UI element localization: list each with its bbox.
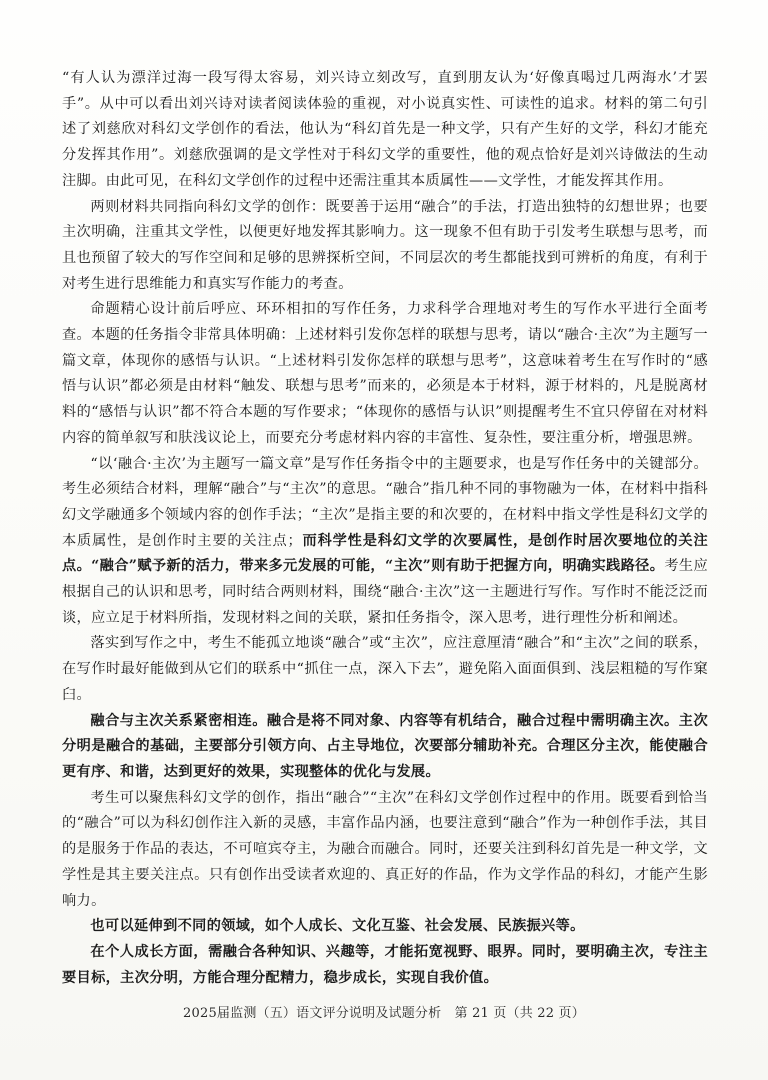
text-run: 落实到写作之中，考生不能孤立地谈“融合”或“主次”，应注意厘清“融合”和“主次”之间的联系，在写作时最好能做到从它们的联系中“抓住一点，深入下去”，避免陷入面面俱到、浅层粗糙的写作窠臼。	[62, 635, 708, 703]
text-run: 命题精心设计前后呼应、环环相扣的写作任务，力求科学合理地对考生的写作水平进行全面考查。本题的任务指令非常具体明确：上述材料引发你怎样的联想与思考，请以“融合·主次”为主题写一篇文章，体现你的感悟与认识。“上述材料引发你怎样的联想与思考”，这意味着考生在写作时的“感悟与认识”都必须是由材料“触发、联想与思考”而来的，必须是本于材料，源于材料的，凡是脱离材料的“感悟与认识”都不符合本题的写作要求；“体现你的感悟与认识”则提醒考生不宜只停留在对材料内容的简单叙写和肤浅议论上，而要充分考虑材料内容的丰富性、复杂性，要注重分析，增强思辨。	[62, 301, 708, 446]
text-run: “有人认为漂洋过海一段写得太容易，刘兴诗立刻改写，直到朋友认为‘好像真喝过几两海水’才罢手”。从中可以看出刘兴诗对读者阅读体验的重视，对小说真实性、可读性的追求。材料的第二句引述了刘慈欣对科幻文学创作的看法，他认为“科幻首先是一种文学，只有产生好的文学，科幻才能充分发挥其作用”。刘慈欣强调的是文学性对于科幻文学的重要性，他的观点恰好是刘兴诗做法的生动注脚。由此可见，在科幻文学创作的过程中还需注重其本质属性——文学性，才能发挥其作用。	[62, 70, 708, 189]
body-paragraph	[62, 786, 708, 915]
body-paragraph	[62, 195, 708, 298]
body-paragraph	[62, 709, 708, 786]
body-paragraph	[62, 297, 708, 451]
body-paragraph	[62, 452, 708, 632]
body-paragraph	[62, 940, 708, 991]
bold-text-run: 融合与主次关系紧密相连。融合是将不同对象、内容等有机结合，融合过程中需明确主次。主次分明是融合的基础，主要部分引领方向、占主导地位，次要部分辅助补充。合理区分主次，能使融合更有序、和谐，达到更好的效果，实现整体的优化与发展。	[62, 712, 708, 780]
body-paragraph	[62, 914, 708, 940]
page-footer: 2025届监测（五）语文评分说明及试题分析 第 21 页（共 22 页）	[183, 1006, 585, 1021]
text-run: 考生可以聚焦科幻文学的创作，指出“融合”“主次”在科幻文学创作过程中的作用。既要看到恰当的“融合”可以为科幻创作注入新的灵感，丰富作品内涵，也要注意到“融合”作为一种创作手法，其目的是服务于作品的表达，不可喧宾夺主，为融合而融合。同时，还要关注到科幻首先是一种文学，文学性是其主要关注点。只有创作出受读者欢迎的、真正好的作品，作为文学作品的科幻，才能产生影响力。	[62, 789, 708, 909]
document-body	[62, 66, 708, 991]
bold-text-run: 在个人成长方面，需融合各种知识、兴趣等，才能拓宽视野、眼界。同时，要明确主次，专注主要目标，主次分明，方能合理分配精力，稳步成长，实现自我价值。	[62, 943, 708, 986]
text-run: “以‘融合·主次’为主题写一篇文章”是写作任务指令中的主题要求，也是写作任务中的关键部分。考生必须结合材料，理解“融合”与“主次”的意思。“融合”指几种不同的事物融为一体，在材料中指科幻文学融通多个领域内容的创作手法；“主次”是指主要的和次要的，在材料中指文学性是科幻文学的本质属性，是创作时主要的关注点；	[62, 455, 708, 549]
bold-text-run: 而科学性是科幻文学的次要属性，是创作时居次要地位的关注点。“融合”赋予新的活力，带来多元发展的可能，“主次”则有助于把握方向，明确实践路径。	[62, 532, 708, 575]
bold-text-run: 也可以延伸到不同的领域，如个人成长、文化互鉴、社会发展、民族振兴等。	[90, 918, 585, 935]
body-paragraph	[62, 66, 708, 195]
body-paragraph	[62, 631, 708, 708]
text-run: 两则材料共同指向科幻文学的创作：既要善于运用“融合”的手法，打造出独特的幻想世界；也要主次明确，注重其文学性，以便更好地发挥其影响力。这一现象不但有助于引发考生联想与思考，而且也预留了较大的写作空间和足够的思辨探析空间，不同层次的考生都能找到可辨析的角度，有利于对考生进行思维能力和真实写作能力的考查。	[62, 198, 708, 292]
text-run: 考生应根据自己的认识和思考，同时结合两则材料，围绕“融合·主次”这一主题进行写作。写作时不能泛泛而谈，应立足于材料所指，发现材料之间的关联，紧扣任务指令，深入思考，进行理性分析和阐述。	[62, 558, 708, 626]
